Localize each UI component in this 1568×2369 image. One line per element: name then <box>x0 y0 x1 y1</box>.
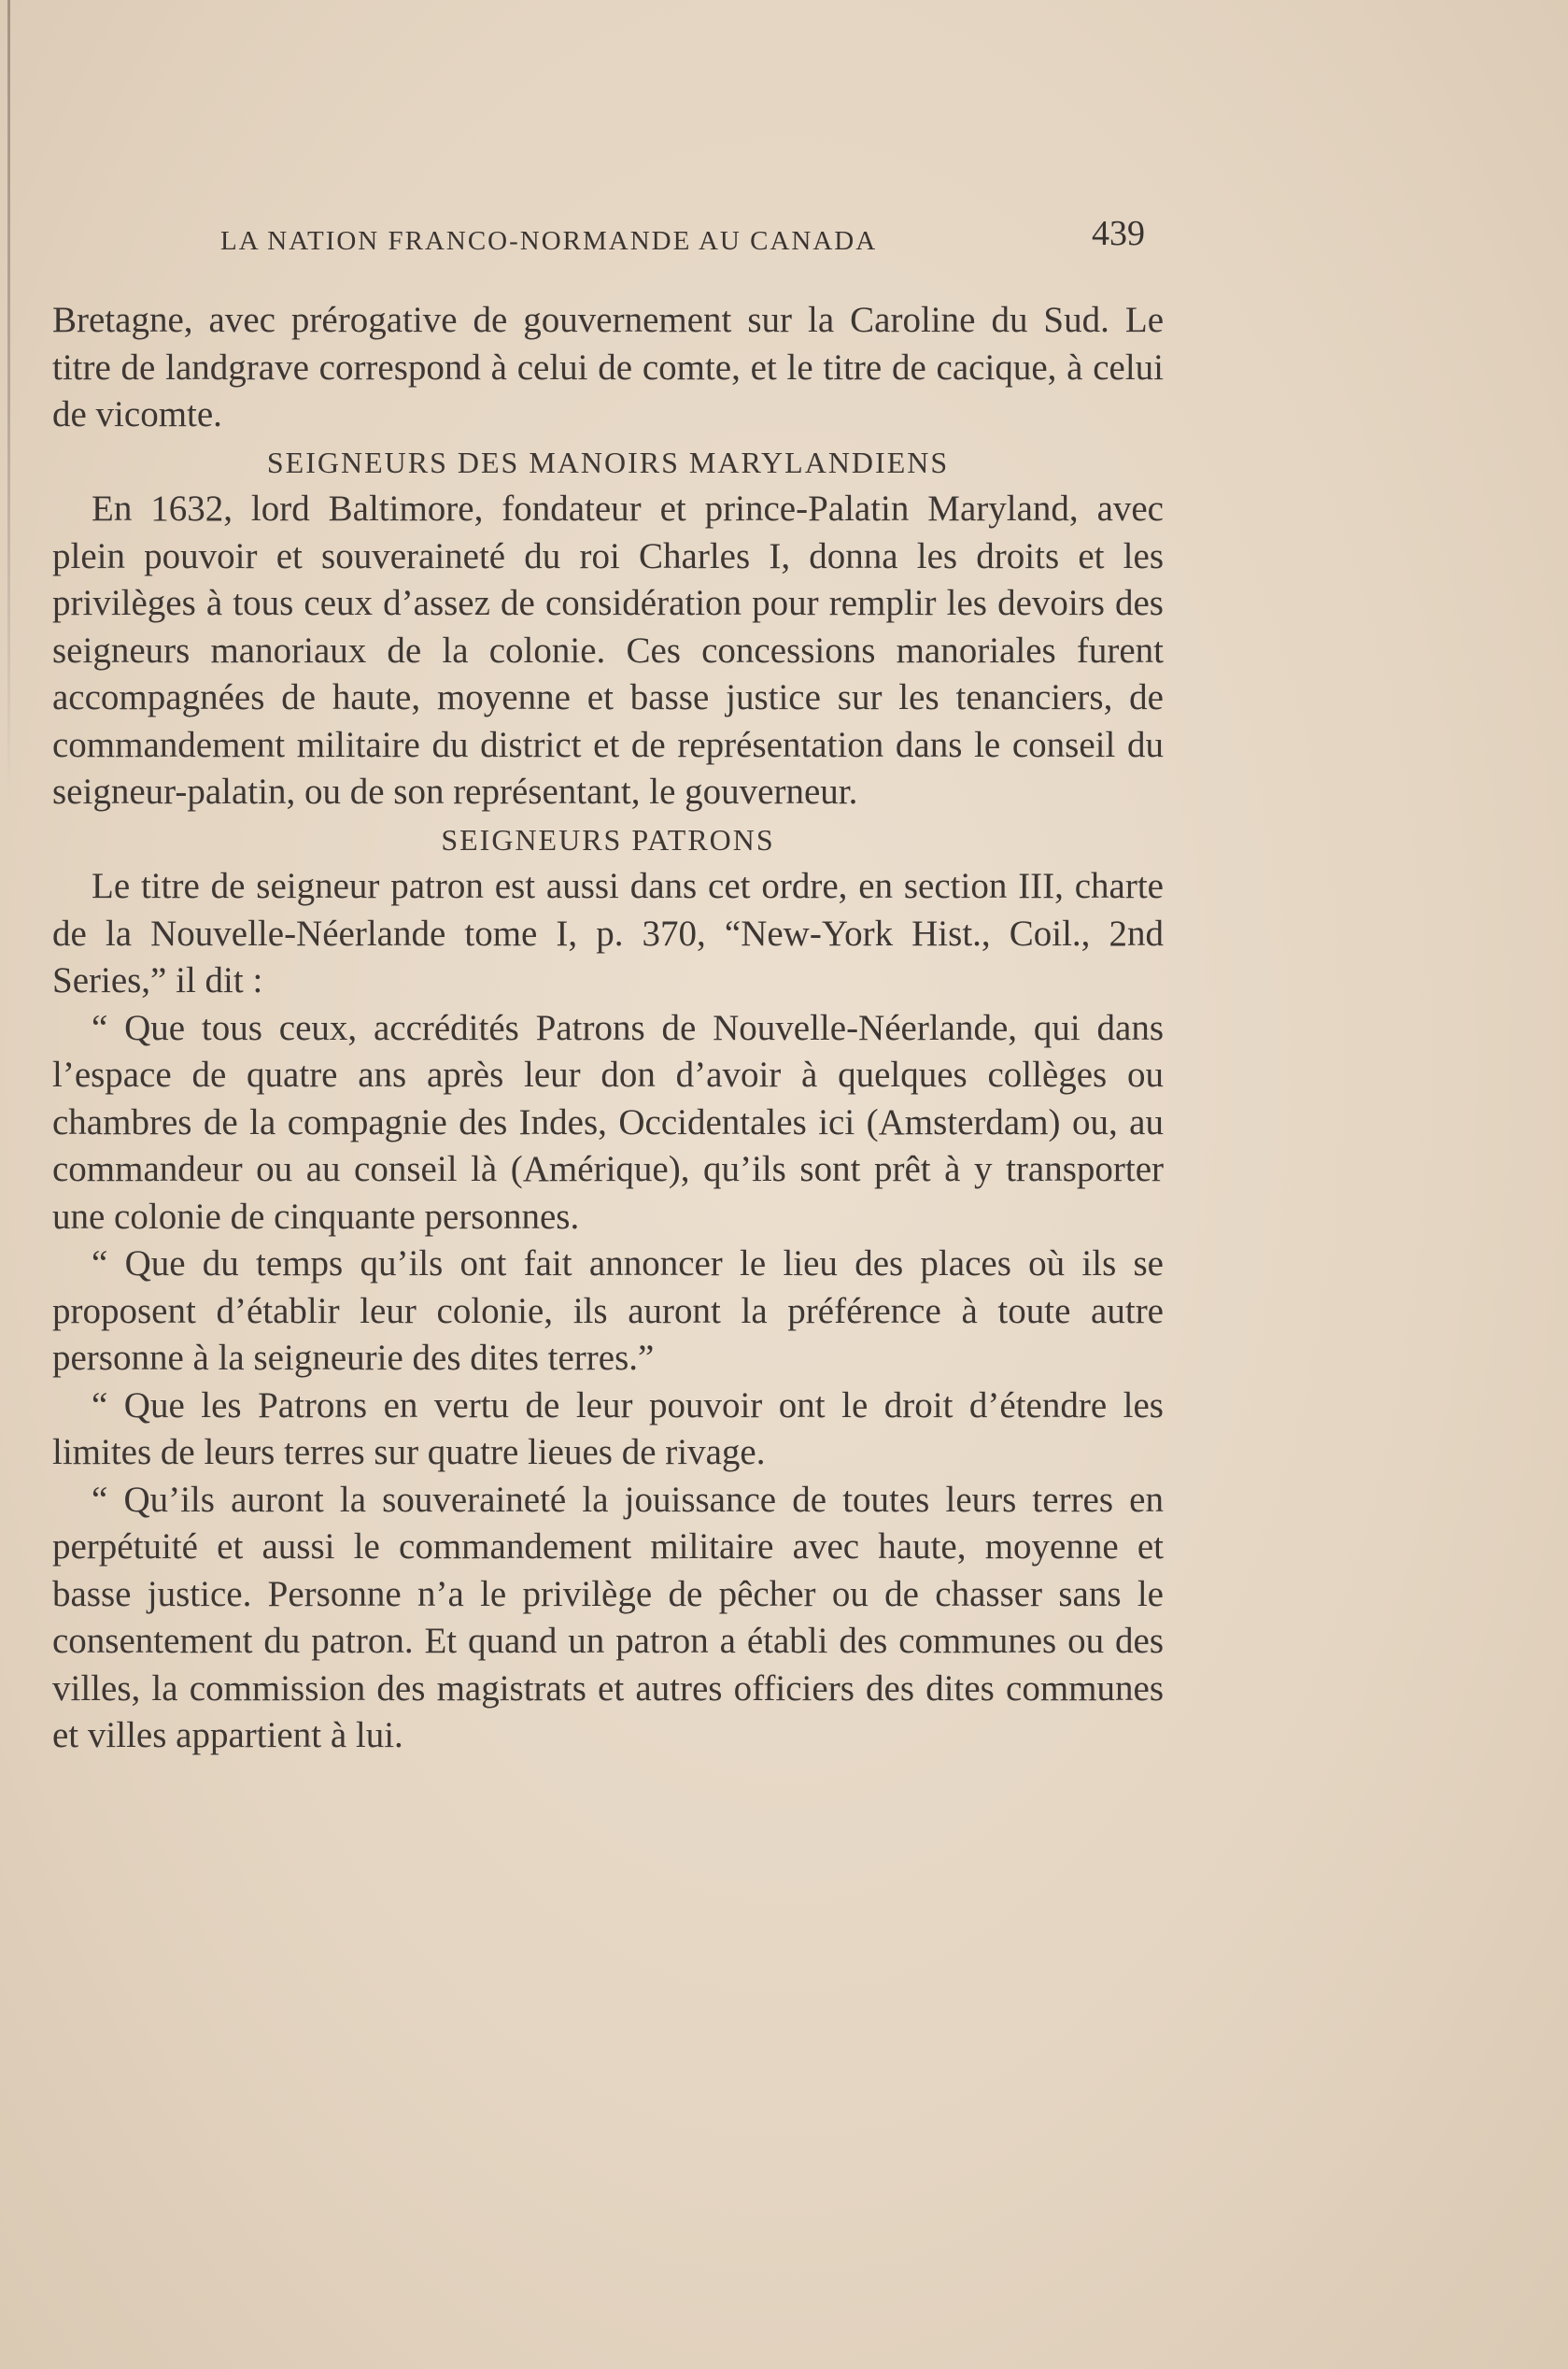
quote-paragraph-3: “ Que les Patrons en vertu de leur pouvoir ont le droit d’étendre les limites de leurs terres sur quatre lieues de rivage. <box>52 1384 1164 1472</box>
quote-paragraph-1: “ Que tous ceux, accrédités Patrons de Nouvelle-Néerlande, qui dans l’espace de quatre ans après leur don d’avoir à quelques collèges ou chambres de la compagnie des Indes, Occidentales ici (Amsterdam) ou, au commandeur ou au conseil là (Amérique), qu’ils sont prêt à y transporter une colonie de cinquante personnes. <box>52 1007 1164 1237</box>
section-heading-patrons: SEIGNEURS PATRONS <box>441 822 775 857</box>
paragraph-maryland: En 1632, lord Baltimore, fondateur et prince-Palatin Maryland, avec plein pouvoir et souveraineté du roi Charles I, donna les droits et les privilèges à tous ceux d’assez de considération pour remplir les devoirs des seigneurs manoriaux de la colonie. Ces concessions manoriales furent accompagnées de haute, moyenne et basse justice sur les tenanciers, de commandement militaire du district et de représentation dans le conseil du seigneur-palatin, ou de son représentant, le gouverneur. <box>52 489 1164 812</box>
running-title: LA NATION FRANCO-NORMANDE AU CANADA <box>220 226 878 256</box>
paragraph-patron-intro: Le titre de seigneur patron est aussi dans cet ordre, en section III, charte de la Nouvelle-Néerlande tome I, p. 370, “New-York Hist., Coil., 2nd Series,” il dit : <box>52 866 1164 1000</box>
paragraph-continuation: Bretagne, avec prérogative de gouvernement sur la Caroline du Sud. Le titre de landgrave correspond à celui de comte, et le titre de cacique, à celui de vicomte. <box>52 300 1164 434</box>
section-heading-manoirs: SEIGNEURS DES MANOIRS MARYLANDIENS <box>266 445 950 479</box>
quote-paragraph-2: “ Que du temps qu’ils ont fait annoncer le lieu des places où ils se proposent d’établir leur colonie, ils auront la préférence à toute autre personne à la seigneurie des dites terres.” <box>52 1243 1164 1378</box>
page-header <box>220 213 1145 269</box>
page-number: 439 <box>1092 214 1145 253</box>
page-edge-shadow <box>7 0 10 803</box>
page-body <box>52 297 1164 1760</box>
quote-paragraph-4: “ Qu’ils auront la souveraineté la jouissance de toutes leurs terres en perpétuité et aussi le commandement militaire avec haute, moyenne et basse justice. Personne n’a le privilège de pêcher ou de chasser sans le consentement du patron. Et quand un patron a établi des communes ou des villes, la commission des magistrats et autres officiers des dites communes et villes appartient à lui. <box>52 1479 1164 1755</box>
